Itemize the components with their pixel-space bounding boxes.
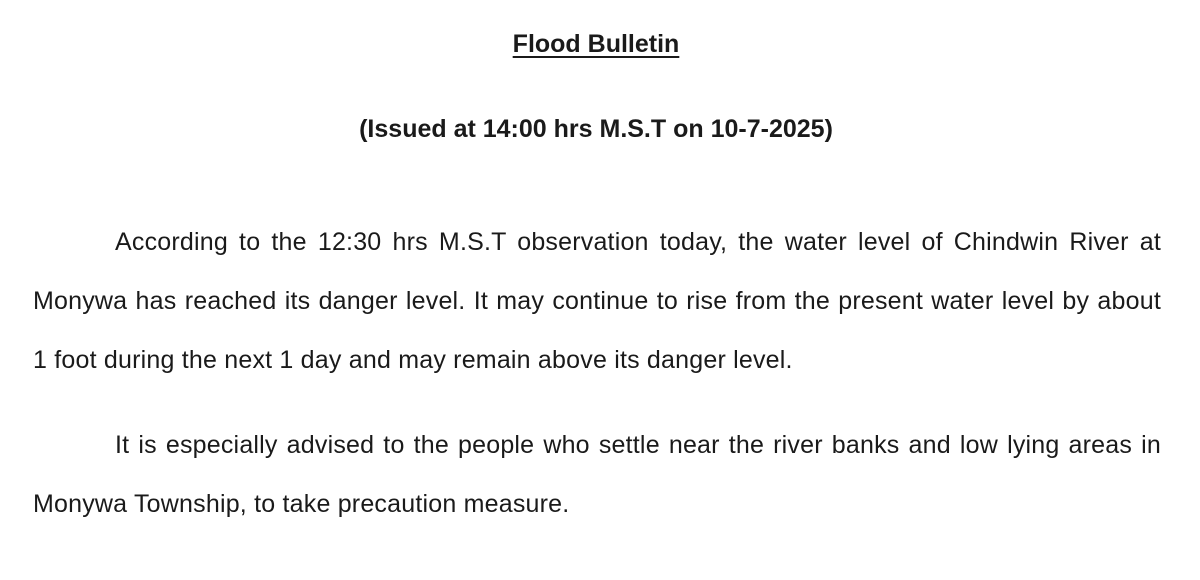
bulletin-title xyxy=(0,28,1192,60)
bulletin-paragraph-observation: According to the 12:30 hrs M.S.T observation today, the water level of Chindwin River at Monywa has reached its danger level. It may continue to rise from the present water level by about 1 foot during the next 1 day and may remain above its danger level. xyxy=(33,228,1161,374)
bulletin-title-text: Flood Bulletin xyxy=(512,30,680,58)
bulletin-paragraph-advisory: It is especially advised to the people who settle near the river banks and low lying areas in Monywa Township, to take precaution measure. xyxy=(33,431,1161,518)
bulletin-issued-line: (Issued at 14:00 hrs M.S.T on 10-7-2025) xyxy=(359,115,833,143)
